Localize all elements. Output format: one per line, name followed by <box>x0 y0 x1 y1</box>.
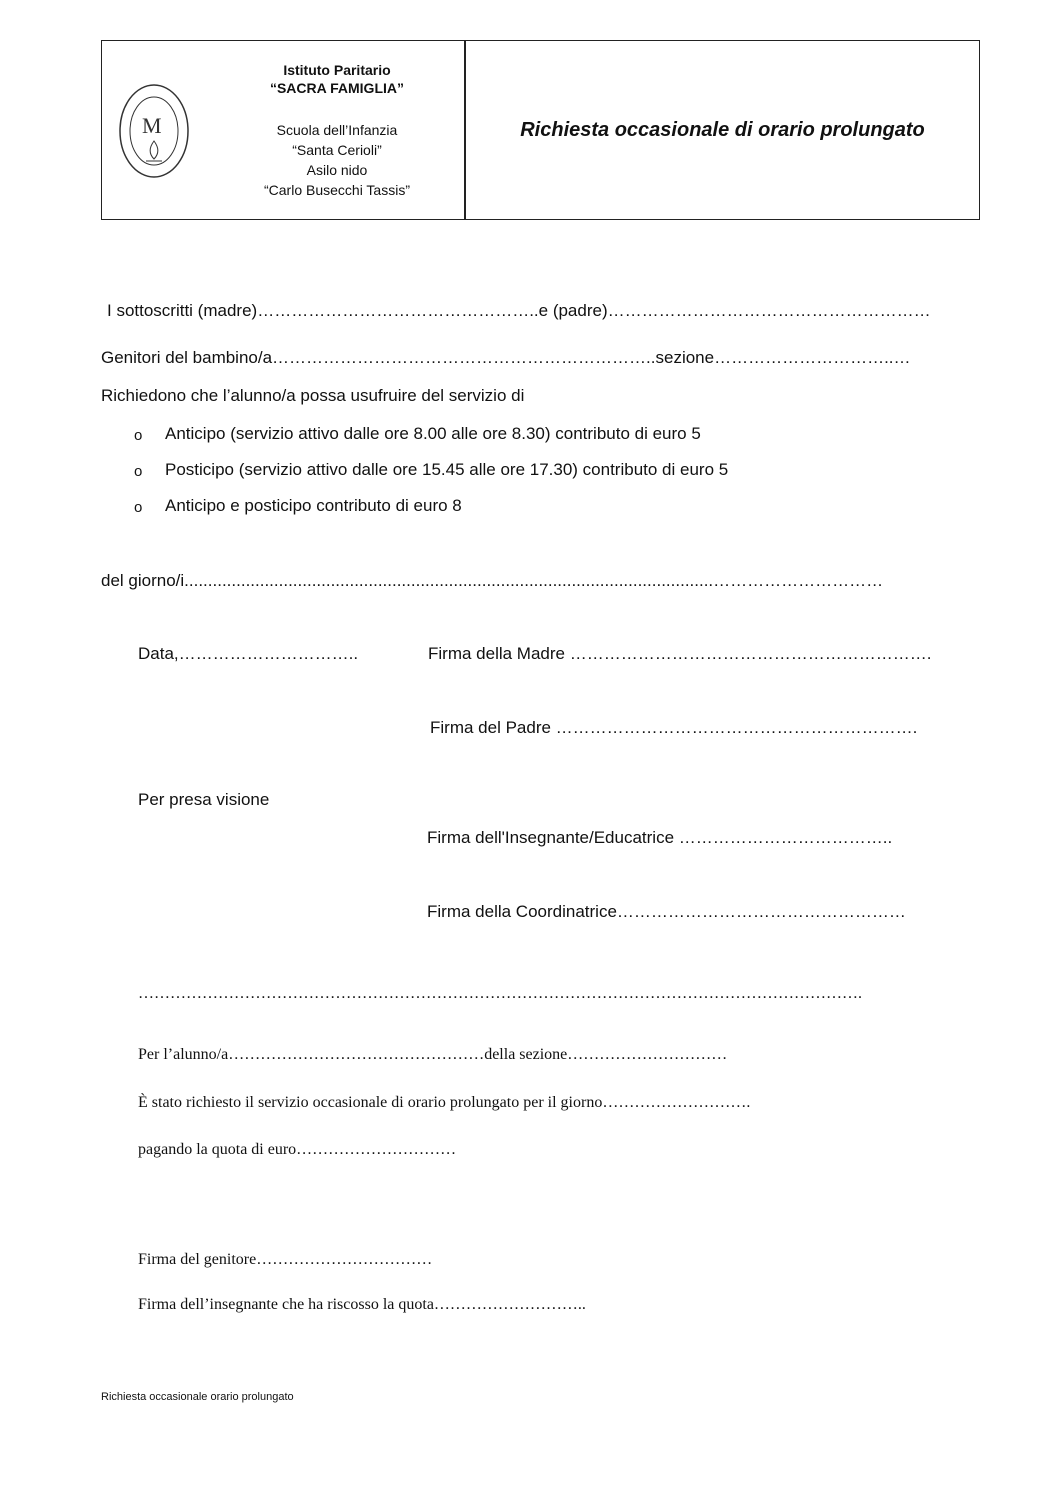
option-marker-late: o <box>134 463 143 480</box>
institute-seal-logo <box>116 81 192 181</box>
parent-signature-line: Firma del genitore…………………………… <box>138 1251 433 1268</box>
option-marker-both: o <box>134 499 143 516</box>
option-late-exit: Posticipo (servizio attivo dalle ore 15.45 alle ore 17.30) contributo di euro 5 <box>165 460 729 479</box>
document-title: Richiesta occasionale di orario prolungato <box>520 118 925 141</box>
acknowledgement-label: Per presa visione <box>138 790 270 809</box>
school-name-line3: Asilo nido <box>306 162 368 178</box>
receipt-service-line: È stato richiesto il servizio occasionale di orario prolungato per il giorno………………………. <box>138 1094 751 1111</box>
parents-line: I sottoscritti (madre)…………………………………………..e (padre)………………………………………………… <box>107 301 931 320</box>
school-name-line4: “Carlo Busecchi Tassis” <box>263 182 410 198</box>
option-early-and-late: Anticipo e posticipo contributo di euro 8 <box>165 496 462 515</box>
institute-name-line2: “SACRA FAMIGLIA” <box>269 80 405 96</box>
date-field: Data,………………………….. <box>138 644 359 663</box>
page-footer: Richiesta occasionale orario prolungato <box>101 1391 294 1403</box>
fee-teacher-signature-line: Firma dell’insegnante che ha riscosso la quota……………………….. <box>138 1296 586 1313</box>
option-early-entry: Anticipo (servizio attivo dalle ore 8.00 alle ore 8.30) contributo di euro 5 <box>165 424 701 443</box>
receipt-fee-line: pagando la quota di euro………………………… <box>138 1141 457 1158</box>
coordinator-signature-line: Firma della Coordinatrice…………………………………………… <box>427 902 906 921</box>
receipt-pupil-line: Per l’alunno/a…………………………………………della sezione………………………… <box>138 1046 728 1063</box>
document-header <box>101 40 980 220</box>
mother-signature-line: Firma della Madre ………………………………………………………. <box>428 644 932 663</box>
cut-line: ………………………………………………………………………………………………………………………. <box>138 985 862 1002</box>
school-name-line2: “Santa Cerioli” <box>292 142 382 158</box>
teacher-signature-line: Firma dell'Insegnante/Educatrice ……………………………….. <box>427 828 893 847</box>
institute-name-line1: Istituto Paritario <box>283 62 391 78</box>
father-signature-line: Firma del Padre ………………………………………………………. <box>430 718 918 737</box>
option-marker-early: o <box>134 427 143 444</box>
svg-text:M: M <box>142 113 162 138</box>
days-line: del giorno/i................................................................................................................………………………… <box>101 571 884 590</box>
child-line: Genitori del bambino/a…………………………………………………………..sezione…………………………..… <box>101 348 911 367</box>
school-name-line1: Scuola dell’Infanzia <box>276 122 398 138</box>
request-line: Richiedono che l’alunno/a possa usufruire del servizio di <box>101 386 525 405</box>
